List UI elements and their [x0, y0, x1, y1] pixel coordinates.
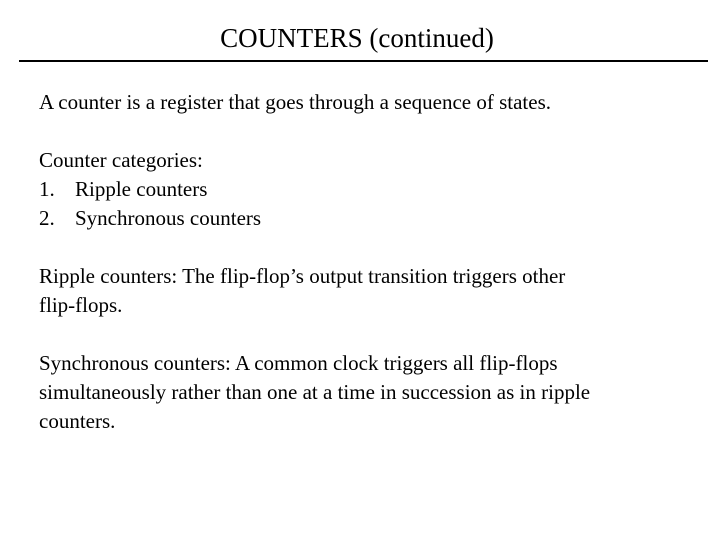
- slide-body: [39, 88, 699, 436]
- ripple-line: flip-flops.: [39, 293, 123, 317]
- synchronous-paragraph: [39, 349, 699, 436]
- spacer: [39, 117, 699, 146]
- slide-title: COUNTERS (continued): [220, 23, 494, 53]
- title-underline: [19, 60, 708, 62]
- list-label: Synchronous counters: [75, 206, 262, 230]
- ripple-line: Ripple counters: The flip-flop’s output transition triggers other: [39, 264, 566, 288]
- spacer: [39, 320, 699, 349]
- categories-list: [39, 175, 699, 233]
- list-number: 2.: [39, 206, 55, 230]
- ripple-paragraph: [39, 262, 699, 320]
- synchronous-line: counters.: [39, 409, 116, 433]
- definition-text: A counter is a register that goes through a sequence of states.: [39, 90, 552, 114]
- list-item: [39, 204, 699, 233]
- list-item: [39, 175, 699, 204]
- list-label: Ripple counters: [75, 177, 208, 201]
- categories-heading: Counter categories:: [39, 148, 203, 172]
- list-number: 1.: [39, 177, 55, 201]
- synchronous-line: Synchronous counters: A common clock triggers all flip-flops: [39, 351, 558, 375]
- spacer: [39, 233, 699, 262]
- synchronous-line: simultaneously rather than one at a time in succession as in ripple: [39, 380, 591, 404]
